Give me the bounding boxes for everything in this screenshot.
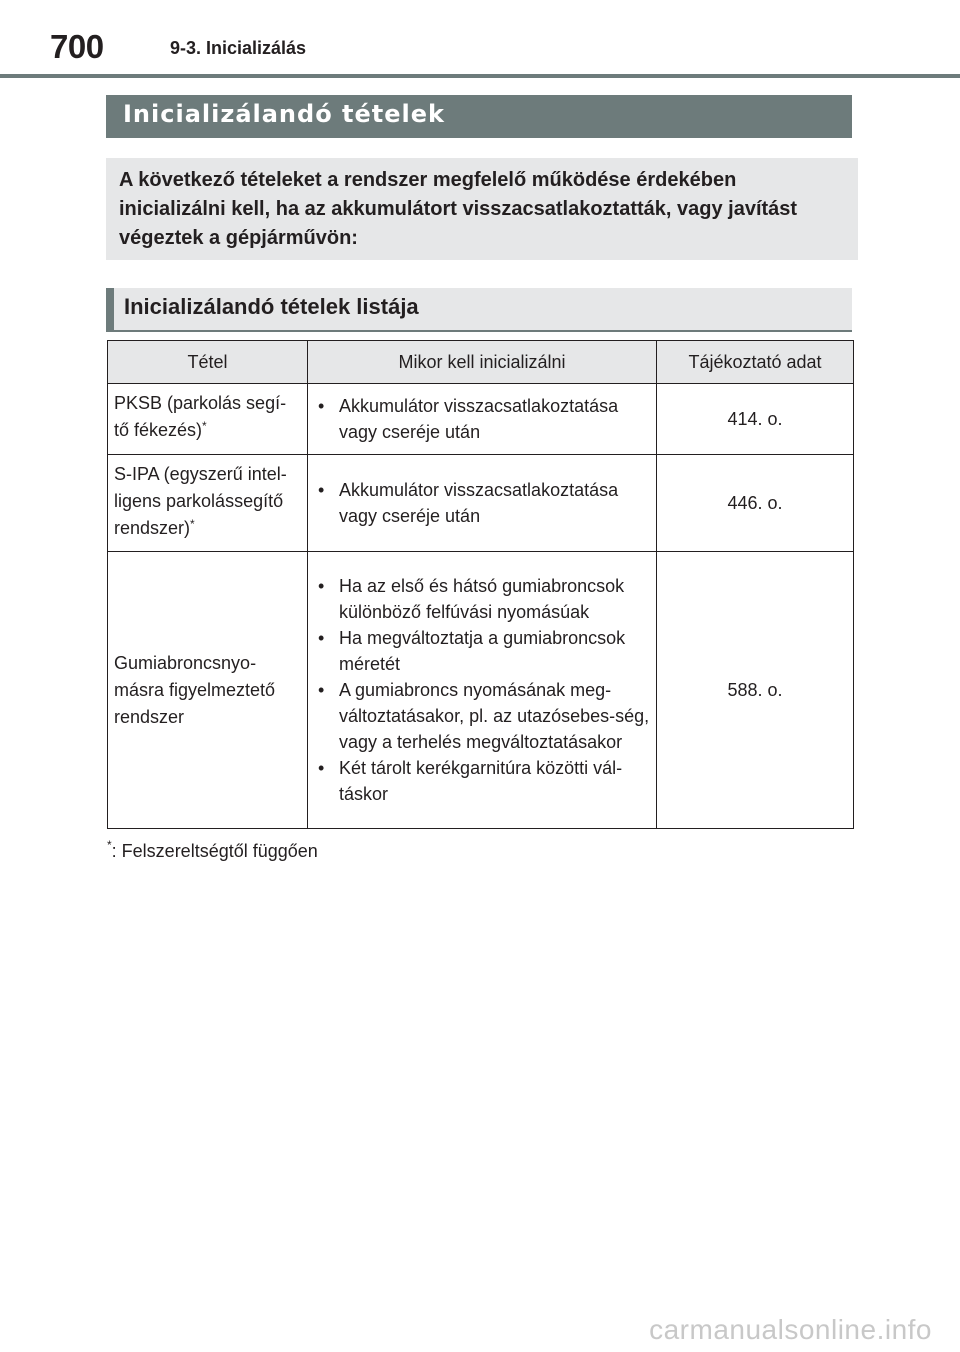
table-row — [108, 384, 854, 455]
subsection-accent — [106, 288, 114, 330]
condition-item: • Ha az első és hátsó gumiabroncsok különböző felfúvási nyomásúak — [314, 573, 650, 625]
column-header-item: Tétel — [108, 341, 308, 384]
item-cell — [108, 384, 308, 455]
reference-cell: 414. o. — [657, 384, 854, 455]
watermark: carmanualsonline.info — [649, 1314, 932, 1345]
conditions-cell — [308, 552, 657, 829]
initialization-table — [107, 340, 854, 829]
item-cell — [108, 455, 308, 552]
item-cell — [108, 552, 308, 829]
table-row — [108, 455, 854, 552]
page-number: 700 — [50, 28, 104, 65]
intro-box — [106, 158, 858, 260]
subsection-title: Inicializálandó tételek listája — [124, 294, 419, 319]
condition-item: • Akkumulátor visszacsatlakoztatása vagy cseréje után — [314, 477, 650, 529]
item-name: S-IPA (egyszerű intel-ligens parkolássegítő rendszer) — [114, 464, 287, 538]
table-header-row — [108, 341, 854, 384]
intro-text: A következő tételeket a rendszer megfelelő működése érdekében inicializálni kell, ha az akkumulátort visszacsatlakoztatták, vagy javítást végeztek a gépjárművön: — [119, 169, 798, 249]
item-name: PKSB (parkolás segí-tő fékezés) — [114, 393, 287, 440]
footnote — [107, 838, 318, 862]
footnote-marker: * — [190, 517, 195, 531]
footnote-marker: * — [107, 838, 112, 852]
column-header-reference: Tájékoztató adat — [657, 341, 854, 384]
column-header-when: Mikor kell inicializálni — [308, 341, 657, 384]
section-header — [106, 95, 852, 138]
section-title: Inicializálandó tételek — [123, 100, 446, 128]
conditions-cell — [308, 455, 657, 552]
reference-cell: 588. o. — [657, 552, 854, 829]
chapter-title: 9-3. Inicializálás — [170, 38, 307, 58]
subsection-header — [106, 288, 852, 332]
item-name: Gumiabroncsnyo-másra figyelmeztető rendszer — [114, 652, 276, 727]
conditions-cell — [308, 384, 657, 455]
condition-item: • Két tárolt kerékgarnitúra közötti vál-táskor — [314, 755, 650, 807]
condition-item: • Akkumulátor visszacsatlakoztatása vagy cseréje után — [314, 393, 650, 445]
header-divider — [0, 74, 960, 78]
table-row — [108, 552, 854, 829]
footnote-marker: * — [202, 419, 207, 433]
condition-item: • Ha megváltoztatja a gumiabroncsok méretét — [314, 625, 650, 677]
footnote-text: : Felszereltségtől függően — [111, 841, 318, 861]
condition-item: • A gumiabroncs nyomásának meg-változtatásakor, pl. az utazósebes-ség, vagy a terhelés megváltoztatásakor — [314, 677, 650, 755]
reference-cell: 446. o. — [657, 455, 854, 552]
